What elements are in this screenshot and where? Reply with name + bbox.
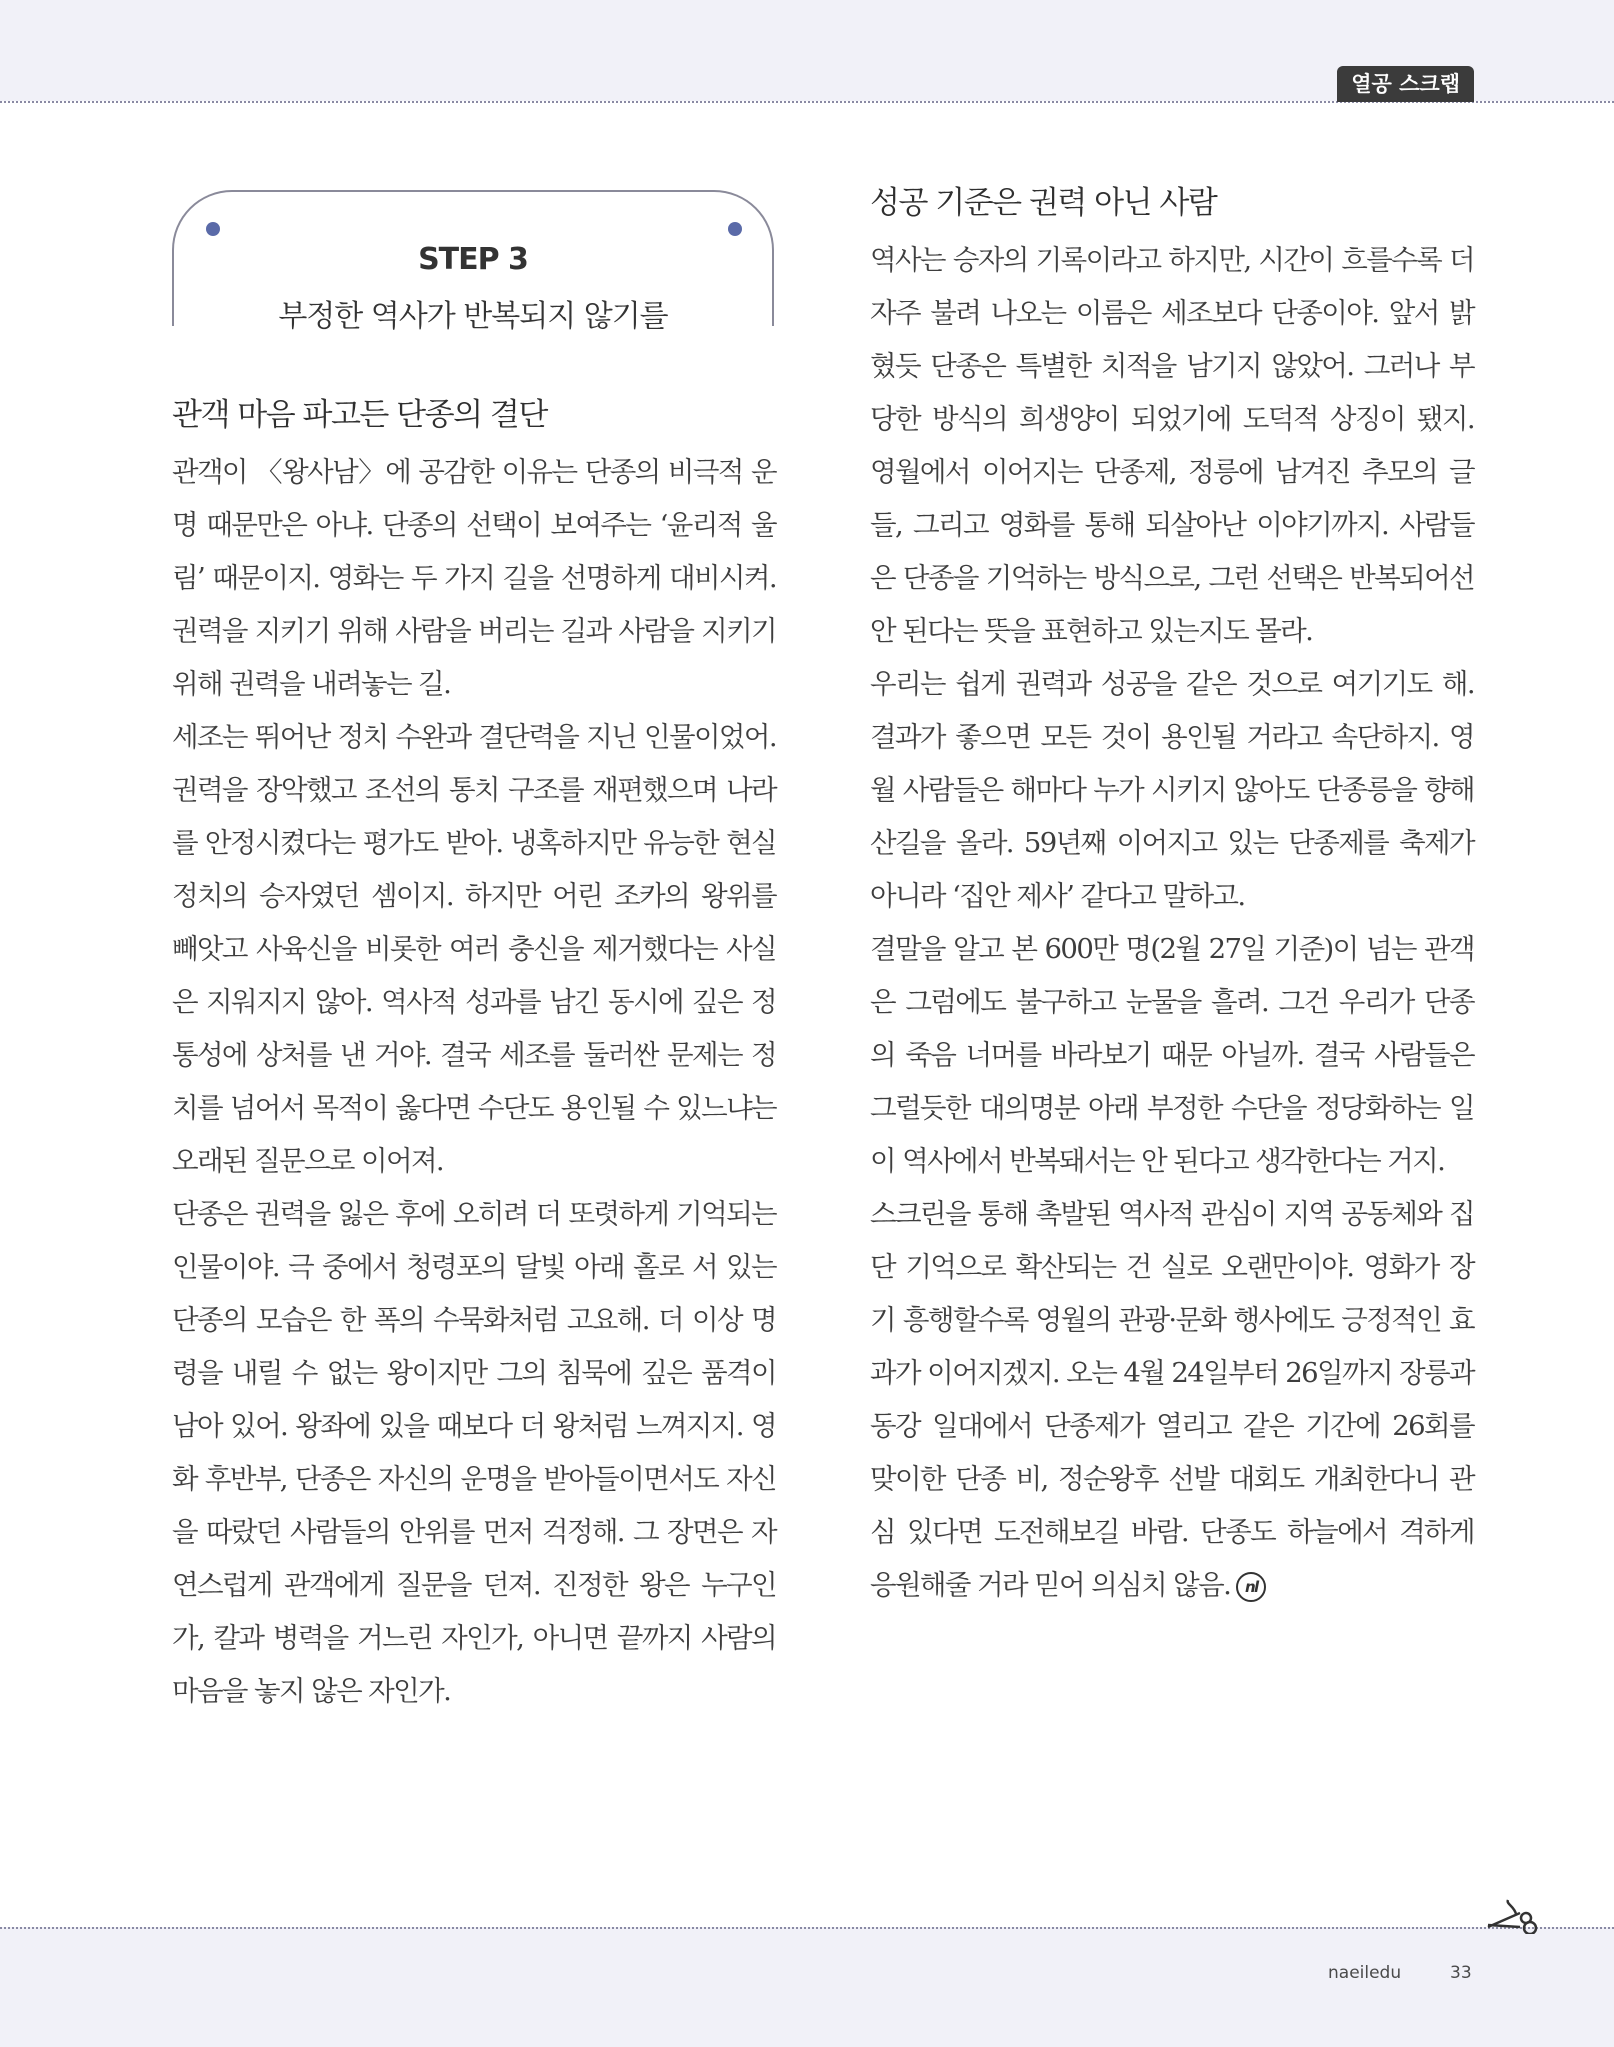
bottom-divider bbox=[0, 1927, 1614, 1929]
right-paragraph-3: 결말을 알고 본 600만 명(2월 27일 기준)이 넘는 관객은 그럼에도 불구하고 눈물을 흘려. 그건 우리가 단종의 죽음 너머를 바라보기 때문 아닐까. 결국 사람들은 그럴듯한 대의명분 아래 부정한 수단을 정당화하는 일이 역사에서 반복돼서는 안 된다고 생각한다는 거지. bbox=[870, 933, 1474, 1177]
step-title: 부정한 역사가 반복되지 않기를 bbox=[278, 299, 668, 334]
right-paragraph-4 bbox=[870, 1188, 1474, 1612]
right-paragraph-1: 역사는 승자의 기록이라고 하지만, 시간이 흐를수록 더 자주 불려 나오는 이름은 세조보다 단종이야. 앞서 밝혔듯 단종은 특별한 치적을 남기지 않았어. 그러나 부당한 방식의 희생양이 되었기에 도덕적 상징이 됐지. 영월에서 이어지는 단종제, 정릉에 남겨진 추모의 글들, 그리고 영화를 통해 되살아난 이야기까지. 사람들은 단종을 기억하는 방식으로, 그런 선택은 반복되어선 안 된다는 뜻을 표현하고 있는지도 몰라. bbox=[870, 244, 1474, 647]
left-heading: 관객 마음 파고든 단종의 결단 bbox=[172, 397, 547, 433]
right-paragraph-4-text: 스크린을 통해 촉발된 역사적 관심이 지역 공동체와 집단 기억으로 확산되는 건 실로 오랜만이야. 영화가 장기 흥행할수록 영월의 관광·문화 행사에도 긍정적인 효과가 이어지겠지. 오는 4월 24일부터 26일까지 장릉과 동강 일대에서 단종제가 열리고 같은 기간에 26회를 맞이한 단종 비, 정순왕후 선발 대회도 개최한다니 관심 있다면 도전해보길 바람. 단종도 하늘에서 격하게 응원해줄 거라 믿어 의심치 않음. bbox=[870, 1198, 1474, 1601]
end-mark-icon: nl bbox=[1236, 1572, 1266, 1602]
section-tag: 열공 스크랩 bbox=[1337, 66, 1474, 102]
step-label: STEP 3 bbox=[418, 242, 528, 277]
step-box bbox=[172, 190, 774, 334]
dot-left bbox=[206, 222, 220, 236]
left-column bbox=[172, 390, 776, 1718]
page-number: 33 bbox=[1450, 1963, 1472, 1983]
right-heading: 성공 기준은 권력 아닌 사람 bbox=[870, 185, 1217, 221]
right-column bbox=[870, 178, 1474, 1612]
dot-right bbox=[728, 222, 742, 236]
scissors-icon bbox=[1486, 1898, 1542, 1934]
left-paragraph-2: 세조는 뛰어난 정치 수완과 결단력을 지닌 인물이었어. 권력을 장악했고 조선의 통치 구조를 재편했으며 나라를 안정시켰다는 평가도 받아. 냉혹하지만 유능한 현실 정치의 승자였던 셈이지. 하지만 어린 조카의 왕위를 빼앗고 사육신을 비롯한 여러 충신을 제거했다는 사실은 지워지지 않아. 역사적 성과를 남긴 동시에 깊은 정통성에 상처를 낸 거야. 결국 세조를 둘러싼 문제는 정치를 넘어서 목적이 옳다면 수단도 용인될 수 있느냐는 오래된 질문으로 이어져. bbox=[172, 721, 776, 1177]
left-paragraph-1: 관객이 〈왕사남〉에 공감한 이유는 단종의 비극적 운명 때문만은 아냐. 단종의 선택이 보여주는 ‘윤리적 울림’ 때문이지. 영화는 두 가지 길을 선명하게 대비시켜. 권력을 지키기 위해 사람을 버리는 길과 사람을 지키기 위해 권력을 내려놓는 길. bbox=[172, 456, 776, 700]
publication-name: naeiledu bbox=[1328, 1963, 1402, 1983]
left-paragraph-3: 단종은 권력을 잃은 후에 오히려 더 또렷하게 기억되는 인물이야. 극 중에서 청령포의 달빛 아래 홀로 서 있는 단종의 모습은 한 폭의 수묵화처럼 고요해. 더 이상 명령을 내릴 수 없는 왕이지만 그의 침묵에 깊은 품격이 남아 있어. 왕좌에 있을 때보다 더 왕처럼 느껴지지. 영화 후반부, 단종은 자신의 운명을 받아들이면서도 자신을 따랐던 사람들의 안위를 먼저 걱정해. 그 장면은 자연스럽게 관객에게 질문을 던져. 진정한 왕은 누구인가, 칼과 병력을 거느린 자인가, 아니면 끝까지 사람의 마음을 놓지 않은 자인가. bbox=[172, 1198, 776, 1707]
right-paragraph-2: 우리는 쉽게 권력과 성공을 같은 것으로 여기기도 해. 결과가 좋으면 모든 것이 용인될 거라고 속단하지. 영월 사람들은 해마다 누가 시키지 않아도 단종릉을 향해 산길을 올라. 59년째 이어지고 있는 단종제를 축제가 아니라 ‘집안 제사’ 같다고 말하고. bbox=[870, 668, 1474, 912]
